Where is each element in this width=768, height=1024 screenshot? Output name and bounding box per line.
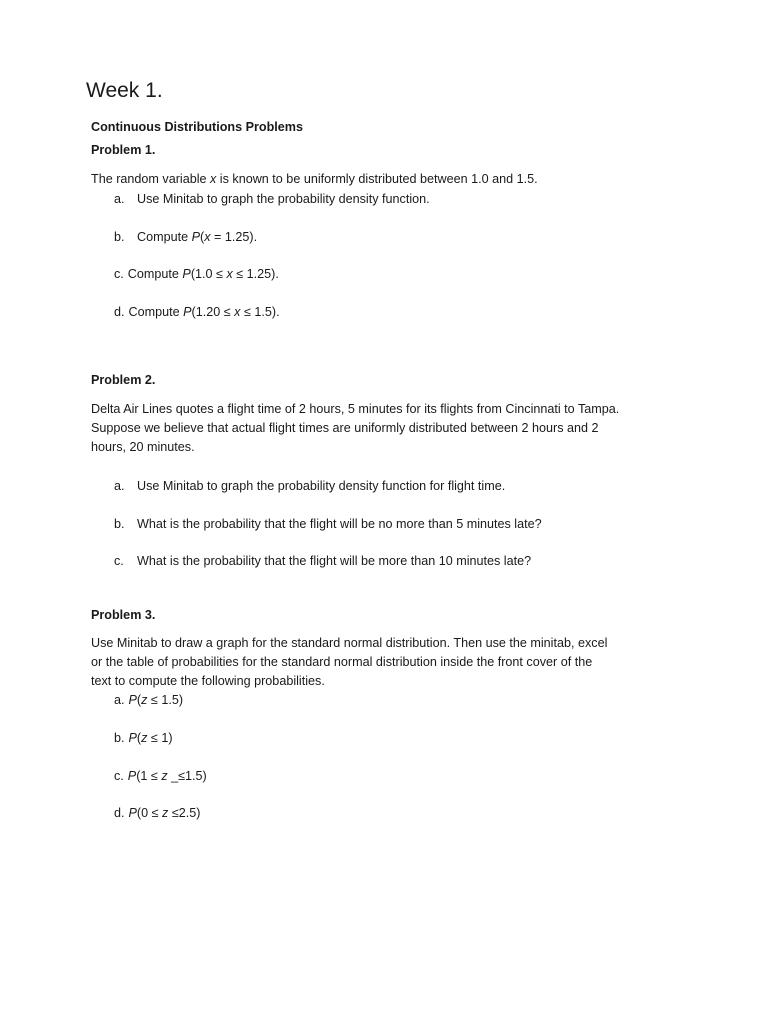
item-marker: c. [114, 769, 124, 783]
item-marker: a. [114, 693, 125, 707]
item-marker: a. [114, 479, 125, 493]
problem-1-item-d [114, 303, 280, 321]
problem-3-item-a [114, 691, 183, 709]
item-marker: d. [114, 806, 125, 820]
item-marker: b. [114, 230, 125, 244]
problem-1-heading: Problem 1. [91, 143, 156, 157]
problem-3-intro-line: or the table of probabilities for the standard normal distribution inside the front cover of the [91, 655, 593, 669]
problem-2-heading: Problem 2. [91, 373, 156, 387]
problem-2-intro-line: hours, 20 minutes. [91, 440, 195, 454]
item-text: Compute P(x = 1.25). [137, 230, 258, 244]
item-text: What is the probability that the flight will be more than 10 minutes late? [137, 554, 532, 568]
item-text: P(z ≤ 1) [128, 731, 173, 745]
item-text: Compute P(1.20 ≤ x ≤ 1.5). [128, 305, 280, 319]
problem-1-item-a [114, 190, 430, 208]
item-text: P(0 ≤ z ≤2.5) [128, 806, 201, 820]
problem-3-intro-line: Use Minitab to draw a graph for the standard normal distribution. Then use the minitab, excel [91, 636, 608, 650]
item-marker: b. [114, 517, 125, 531]
problem-2-intro-line: Suppose we believe that actual flight times are uniformly distributed between 2 hours and 2 [91, 421, 599, 435]
problem-3-item-b [114, 729, 173, 747]
item-text: P(z ≤ 1.5) [128, 693, 184, 707]
item-text: P(1 ≤ z _≤1.5) [127, 769, 207, 783]
item-marker: a. [114, 192, 125, 206]
problem-3-intro-line: text to compute the following probabilities. [91, 674, 325, 688]
problem-1-item-c [114, 265, 279, 283]
item-marker: c. [114, 554, 124, 568]
problem-3-heading: Problem 3. [91, 608, 156, 622]
problem-2-item-a [114, 477, 505, 495]
item-text: Use Minitab to graph the probability density function. [137, 192, 430, 206]
problem-1-intro-line: The random variable x is known to be uniformly distributed between 1.0 and 1.5. [91, 172, 538, 186]
item-text: Compute P(1.0 ≤ x ≤ 1.25). [127, 267, 279, 281]
problem-2-intro-line: Delta Air Lines quotes a flight time of 2 hours, 5 minutes for its flights from Cincinnati to Tampa. [91, 402, 620, 416]
section-heading: Continuous Distributions Problems [91, 120, 303, 134]
problem-3-item-d [114, 804, 200, 822]
problem-3-item-c [114, 767, 207, 785]
item-marker: c. [114, 267, 124, 281]
problem-2-item-c [114, 552, 531, 570]
page-title: Week 1. [86, 79, 163, 102]
problem-1-item-b [114, 228, 257, 246]
item-text: Use Minitab to graph the probability density function for flight time. [137, 479, 506, 493]
problem-2-item-b [114, 515, 542, 533]
item-marker: b. [114, 731, 125, 745]
item-text: What is the probability that the flight will be no more than 5 minutes late? [137, 517, 542, 531]
item-marker: d. [114, 305, 125, 319]
